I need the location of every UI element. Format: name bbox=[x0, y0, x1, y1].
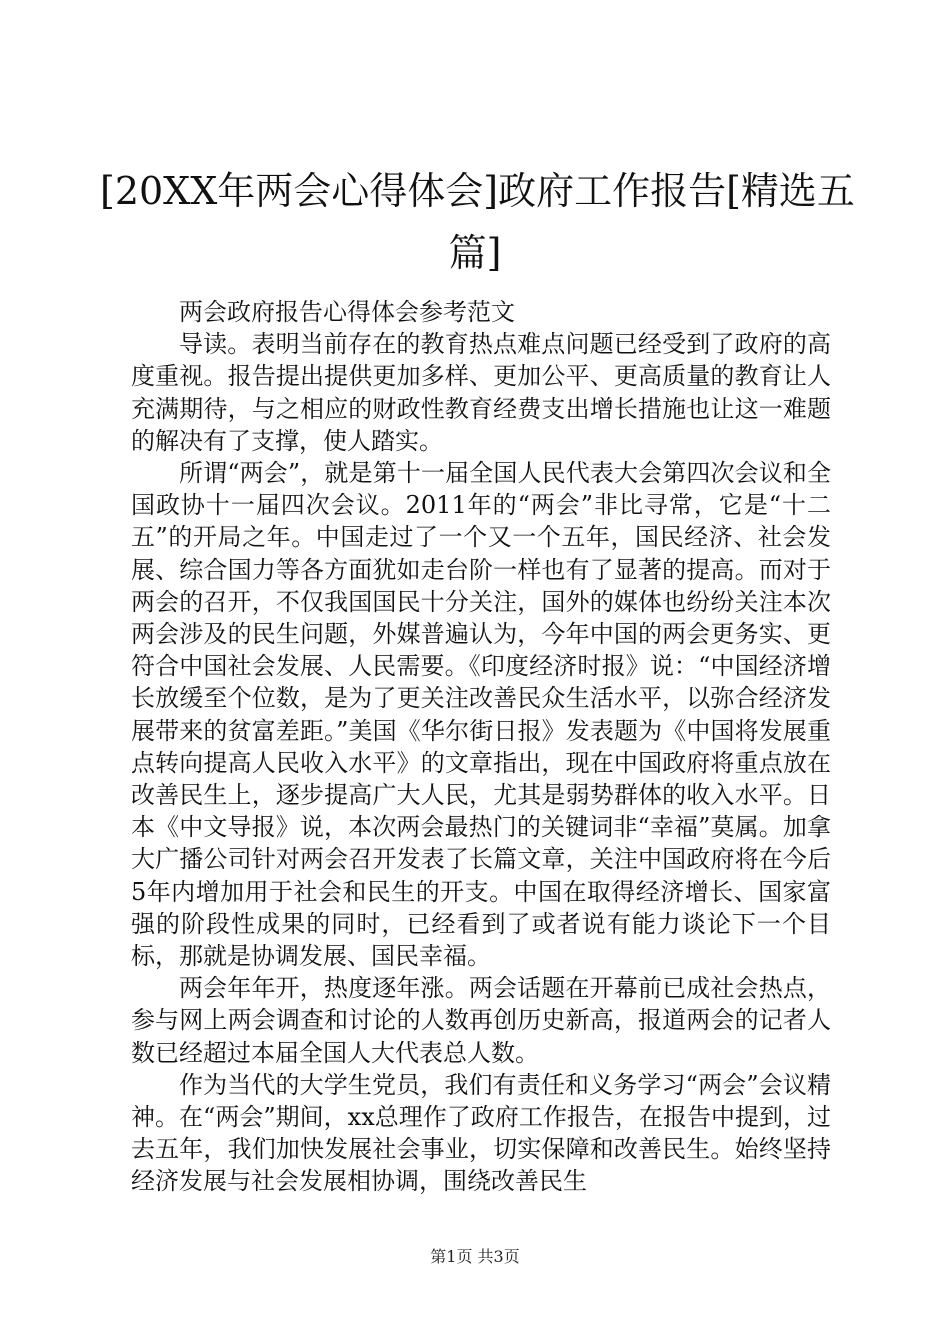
document-body bbox=[131, 296, 831, 1198]
paragraph-intro: 导读。表明当前存在的教育热点难点问题已经受到了政府的高度重视。报告提出提供更加多样、更加公平、更高质量的教育让人充满期待，与之相应的财政性教育经费支出增长措施也让这一难题的解决有了支撑，使人踏实。 bbox=[131, 330, 831, 455]
page-number-footer: 第1页 共3页 bbox=[430, 1247, 520, 1266]
paragraph-subtitle: 两会政府报告心得体会参考范文 bbox=[179, 298, 515, 326]
document-title bbox=[100, 160, 855, 284]
title-line-1: [20XX年两会心得体会]政府工作报告[精选五 bbox=[100, 169, 855, 213]
paragraph-two-sessions: 所谓“两会”，就是第十一届全国人民代表大会第四次会议和全国政协十一届四次会议。2011年的“两会”非比寻常，它是“十二五”的开局之年。中国走过了一个又一个五年，国民经济、社会发展、综合国力等各方面犹如走台阶一样也有了显著的提高。而对于两会的召开，不仅我国国民十分关注，国外的媒体也纷纷关注本次两会涉及的民生问题，外媒普遍认为，今年中国的两会更务实、更符合中国社会发展、人民需要。《印度经济时报》说：“中国经济增长放缓至个位数，是为了更关注改善民众生活水平，以弥合经济发展带来的贫富差距。”美国《华尔街日报》发表题为《中国将发展重点转向提高人民收入水平》的文章指出，现在中国政府将重点放在改善民生上，逐步提高广大人民，尤其是弱势群体的收入水平。日本《中文导报》说，本次两会最热门的关键词非“幸福”莫属。加拿大广播公司针对两会召开发表了长篇文章，关注中国政府将在今后5年内增加用于社会和民生的开支。中国在取得经济增长、国家富强的阶段性成果的同时，已经看到了或者说有能力谈论下一个目标，那就是协调发展、国民幸福。 bbox=[131, 459, 831, 971]
title-line-2: 篇] bbox=[448, 231, 502, 275]
paragraph-popularity: 两会年年开，热度逐年涨。两会话题在开幕前已成社会热点，参与网上两会调查和讨论的人数再创历史新高，报道两会的记者人数已经超过本届全国人大代表总人数。 bbox=[131, 974, 831, 1067]
paragraph-student-member: 作为当代的大学生党员，我们有责任和义务学习“两会”会议精神。在“两会”期间，xx总理作了政府工作报告，在报告中提到，过去五年，我们加快发展社会事业，切实保障和改善民生。始终坚持经济发展与社会发展相协调，围绕改善民生 bbox=[131, 1070, 831, 1196]
